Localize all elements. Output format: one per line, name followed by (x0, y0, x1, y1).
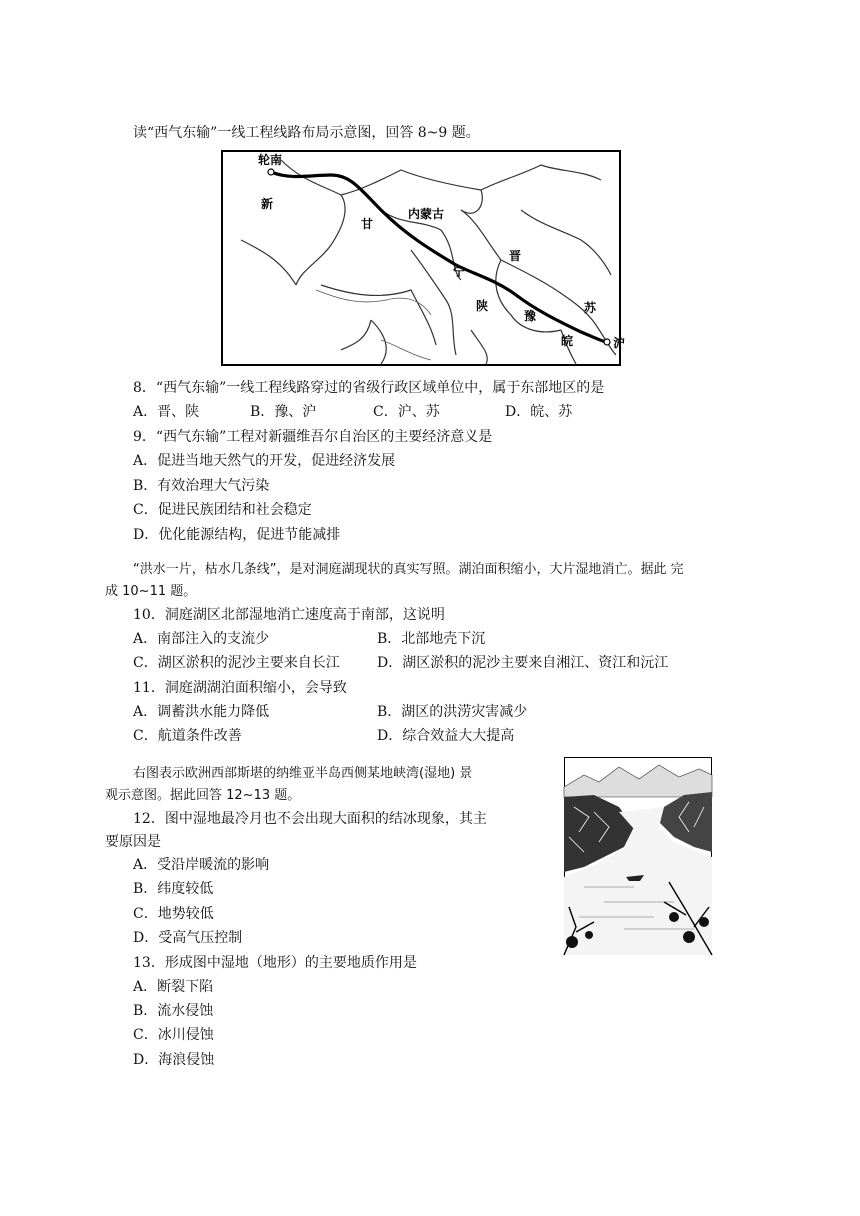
q8-option-d: D．皖、苏 (505, 404, 573, 420)
q8-option-a: A．晋、陕 (133, 404, 200, 420)
q11-option-b: B．湖区的洪涝灾害减少 (377, 704, 528, 720)
label-yu: 豫 (524, 309, 537, 323)
label-shan: 陕 (476, 299, 489, 313)
lake-intro-line1: “洪水一片，枯水几条线”，是对洞庭湖现状的真实写照。湖泊面积缩小，大片湿地消亡。据此 完 (133, 562, 684, 577)
q12-stem-line2: 要原因是 (105, 834, 161, 850)
q13-option-a: A．断裂下陷 (133, 979, 214, 995)
fjord-landscape-illustration (564, 757, 712, 955)
fjord-intro-line2: 观示意图。据此回答 12~13 题。 (105, 788, 301, 803)
q9-option-b: B．有效治理大气污染 (133, 478, 270, 494)
q10-option-b: B．北部地壳下沉 (377, 631, 486, 647)
q10-option-c: C．湖区淤积的泥沙主要来自长江 (133, 655, 340, 671)
label-su: 苏 (584, 301, 597, 315)
label-wan: 皖 (561, 334, 574, 348)
q12-option-c: C．地势较低 (133, 906, 214, 922)
q13-stem: 13．形成图中湿地（地形）的主要地质作用是 (133, 955, 417, 971)
q13-option-b: B．流水侵蚀 (133, 1003, 214, 1019)
q11-stem: 11．洞庭湖湖泊面积缩小，会导致 (133, 680, 347, 696)
q12-option-b: B．纬度较低 (133, 881, 214, 897)
label-hu: 沪 (613, 336, 626, 350)
west-east-gas-pipeline-map (221, 150, 626, 366)
q9-stem: 9．“西气东输”工程对新疆维吾尔自治区的主要经济意义是 (133, 429, 493, 445)
fjord-intro-line1: 右图表示欧洲西部斯堪的纳维亚半岛西侧某地峡湾(湿地) 景 (133, 766, 473, 781)
q9-option-c: C．促进民族团结和社会稳定 (133, 502, 312, 518)
label-neimenggu: 内蒙古 (408, 207, 445, 221)
q11-option-d: D．综合效益大大提高 (377, 728, 515, 744)
q8-option-c: C．沪、苏 (373, 404, 440, 420)
q8-option-b: B．豫、沪 (250, 404, 317, 420)
q11-option-c: C．航道条件改善 (133, 728, 242, 744)
q8-stem: 8．“西气东输”一线工程线路穿过的省级行政区域单位中，属于东部地区的是 (133, 380, 605, 396)
q12-stem-line1: 12．图中湿地最冷月也不会出现大面积的结冰现象，其主 (133, 811, 487, 827)
label-lunnan: 轮南 (258, 153, 283, 167)
lake-intro-line2: 成 10~11 题。 (105, 584, 197, 599)
q9-option-a: A．促进当地天然气的开发，促进经济发展 (133, 453, 396, 469)
label-ning: 宁 (453, 265, 466, 279)
label-gan: 甘 (361, 217, 374, 231)
q10-stem: 10．洞庭湖区北部湿地消亡速度高于南部，这说明 (133, 607, 445, 623)
q13-option-c: C．冰川侵蚀 (133, 1027, 214, 1043)
q10-option-d: D．湖区淤积的泥沙主要来自湘江、资江和沅江 (377, 655, 669, 671)
label-jin: 晋 (509, 249, 522, 263)
q9-option-d: D．优化能源结构，促进节能减排 (133, 527, 341, 543)
q10-option-a: A．南部注入的支流少 (133, 631, 270, 647)
q12-option-a: A．受沿岸暖流的影响 (133, 857, 270, 873)
q12-option-d: D．受高气压控制 (133, 930, 243, 946)
q13-option-d: D．海浪侵蚀 (133, 1052, 215, 1068)
q11-option-a: A．调蓄洪水能力降低 (133, 704, 270, 720)
map-intro: 读“西气东输”一线工程线路布局示意图，回答 8~9 题。 (133, 125, 480, 141)
label-xin: 新 (261, 197, 274, 211)
